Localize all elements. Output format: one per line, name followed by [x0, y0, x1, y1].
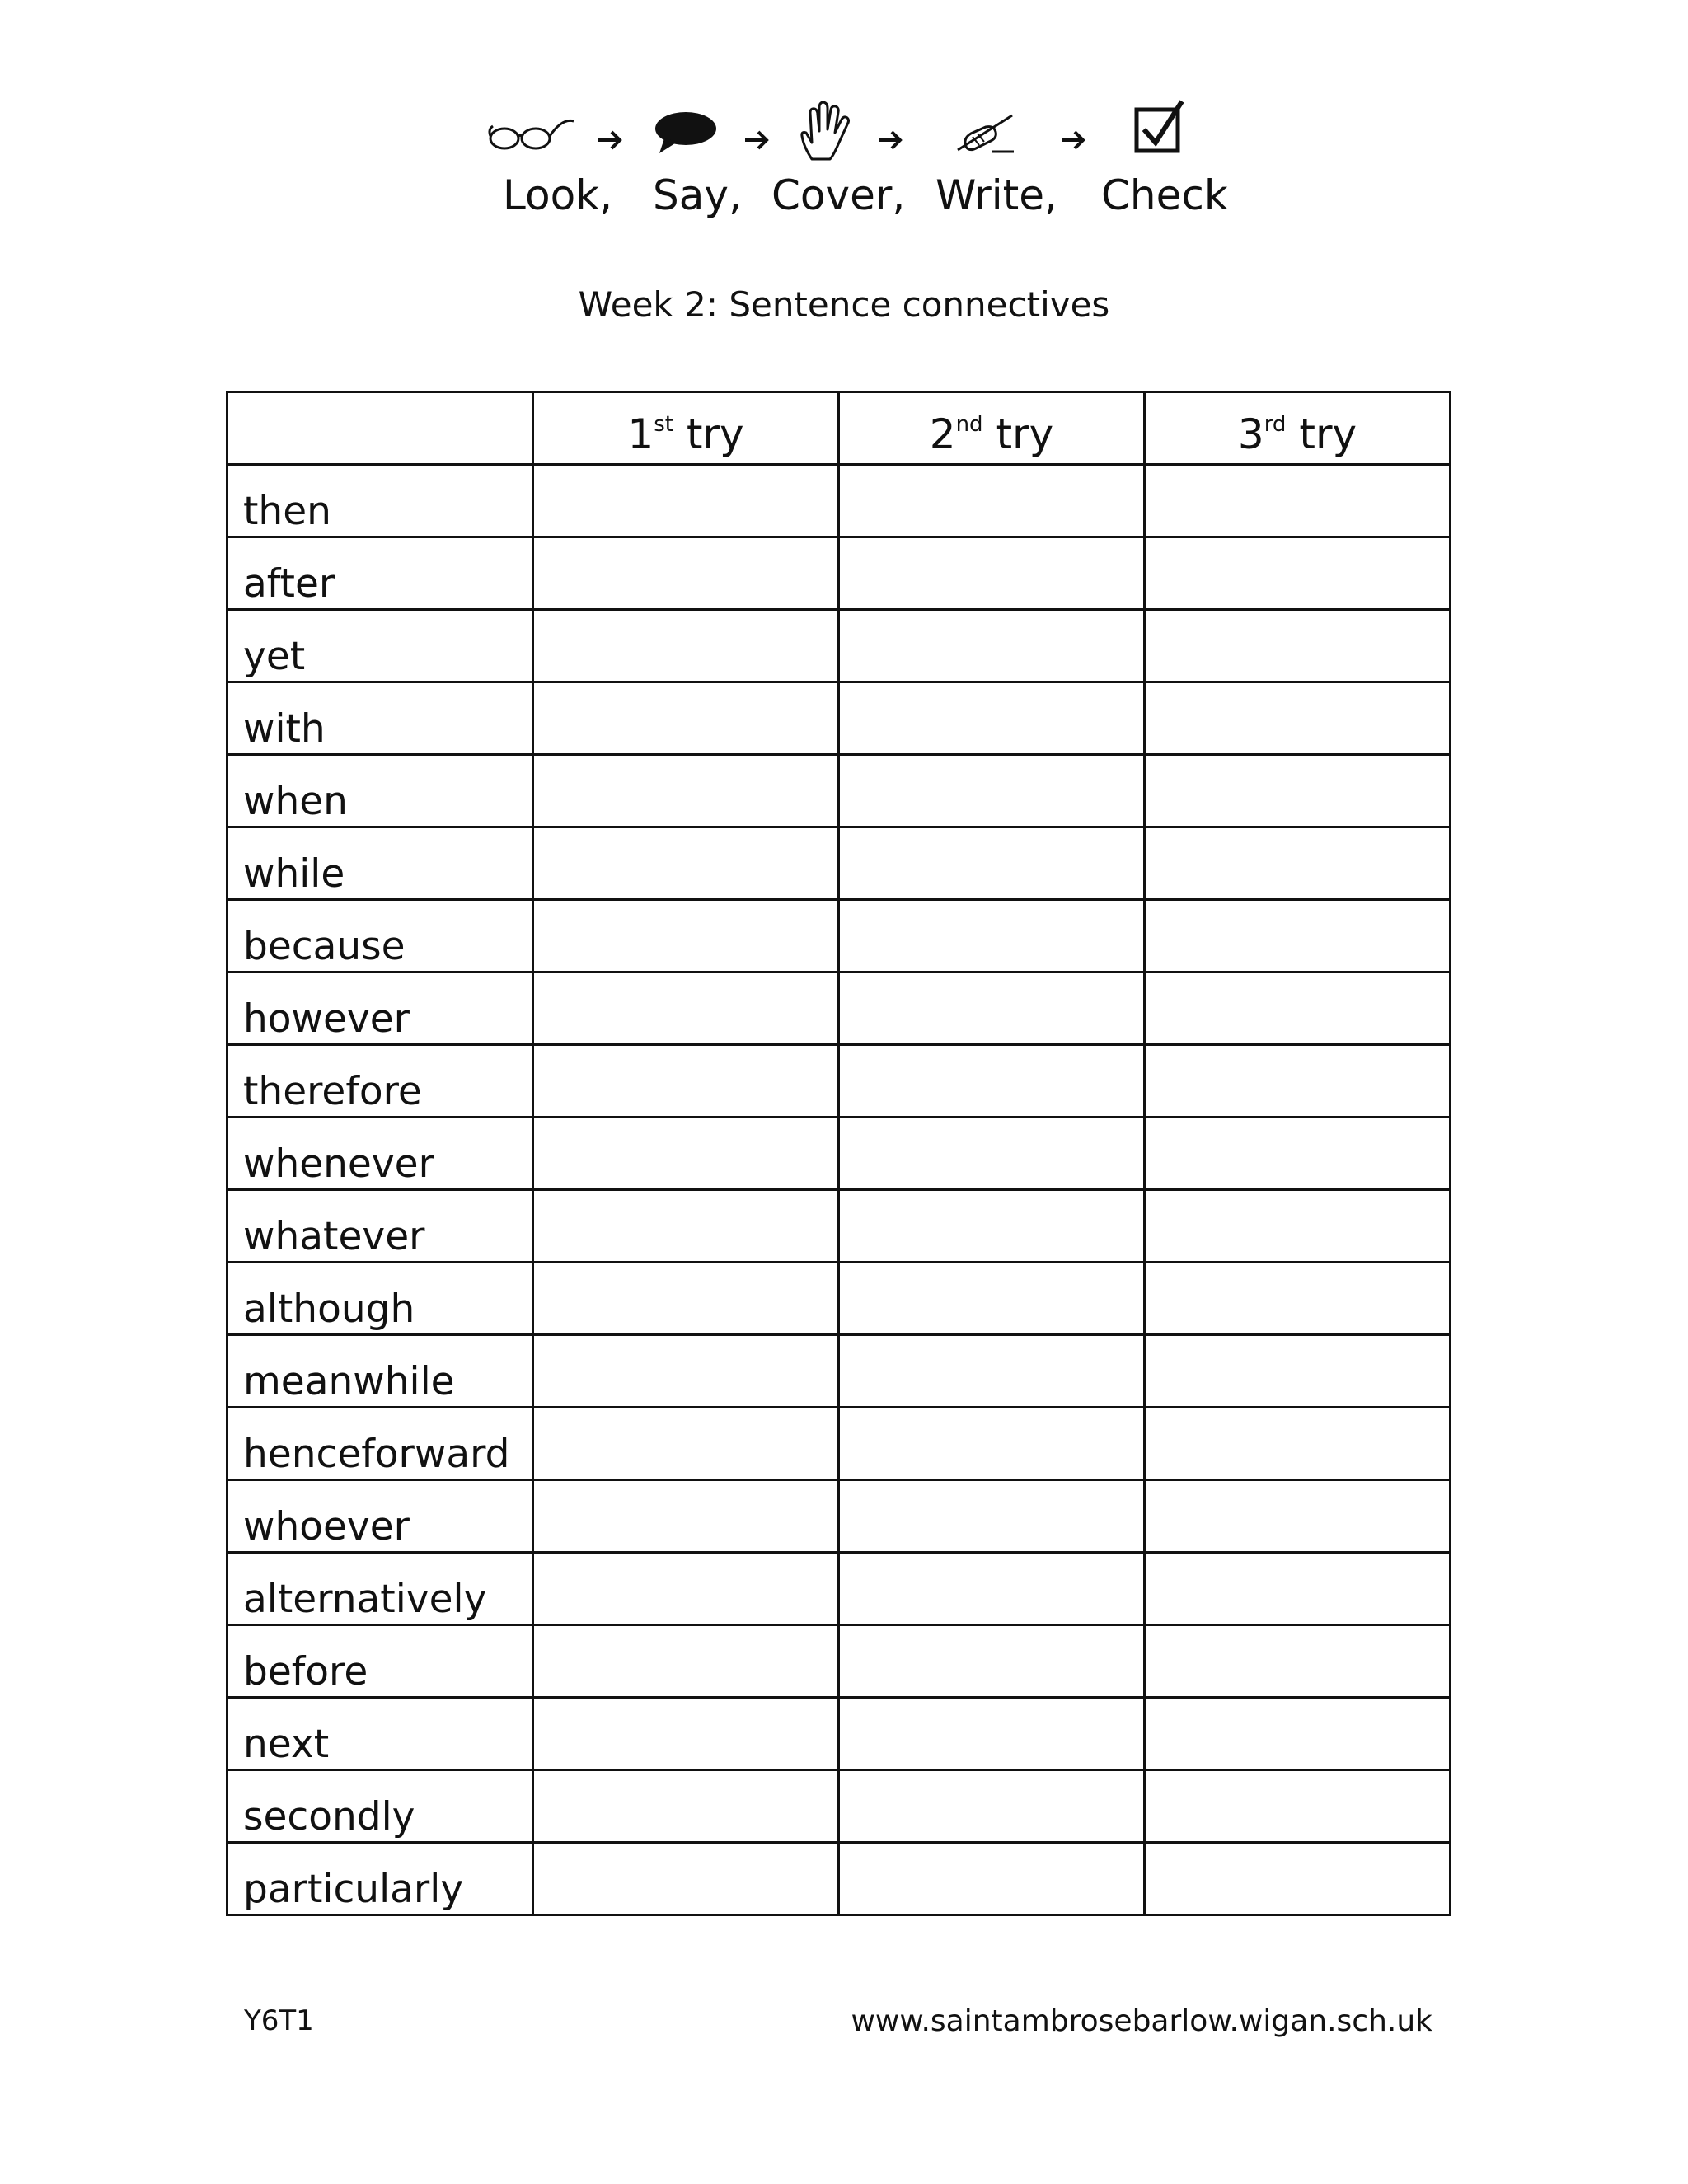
arrow-right-icon: [874, 124, 907, 157]
table-row: [227, 537, 1451, 610]
spelling-word: alternatively: [227, 1553, 533, 1625]
table-row: [227, 900, 1451, 972]
table-row: [227, 827, 1451, 900]
table-row: [227, 1480, 1451, 1553]
second-try-answer-cell[interactable]: [839, 972, 1145, 1045]
header-cell-second-try: 2nd try: [839, 392, 1145, 465]
third-try-answer-cell[interactable]: [1145, 1770, 1451, 1843]
third-try-answer-cell[interactable]: [1145, 682, 1451, 755]
first-try-answer-cell[interactable]: [533, 465, 839, 537]
step-label-write: Write,: [935, 171, 1057, 219]
first-try-answer-cell[interactable]: [533, 1335, 839, 1408]
table-row: [227, 1118, 1451, 1190]
third-try-answer-cell[interactable]: [1145, 1190, 1451, 1263]
third-try-answer-cell[interactable]: [1145, 465, 1451, 537]
third-try-answer-cell[interactable]: [1145, 1480, 1451, 1553]
first-try-answer-cell[interactable]: [533, 827, 839, 900]
checkbox-tick-icon: [1131, 94, 1189, 160]
footer-year-term-code: Y6T1: [244, 2004, 314, 2037]
first-try-answer-cell[interactable]: [533, 537, 839, 610]
first-try-answer-cell[interactable]: [533, 610, 839, 682]
writing-hand-icon: [954, 99, 1017, 165]
spelling-word: next: [227, 1698, 533, 1770]
spelling-word: yet: [227, 610, 533, 682]
table-row: [227, 1698, 1451, 1770]
table-row: [227, 1770, 1451, 1843]
second-try-answer-cell[interactable]: [839, 755, 1145, 827]
spelling-word: whatever: [227, 1190, 533, 1263]
third-try-answer-cell[interactable]: [1145, 755, 1451, 827]
second-try-answer-cell[interactable]: [839, 1408, 1145, 1480]
arrow-right-icon: [1057, 124, 1090, 157]
first-try-answer-cell[interactable]: [533, 682, 839, 755]
first-try-answer-cell[interactable]: [533, 1408, 839, 1480]
first-try-answer-cell[interactable]: [533, 1190, 839, 1263]
first-try-answer-cell[interactable]: [533, 1118, 839, 1190]
spelling-word: however: [227, 972, 533, 1045]
second-try-answer-cell[interactable]: [839, 1263, 1145, 1335]
second-try-answer-cell[interactable]: [839, 1625, 1145, 1698]
second-try-answer-cell[interactable]: [839, 827, 1145, 900]
header-cell-third-try: 3rd try: [1145, 392, 1451, 465]
spelling-word: therefore: [227, 1045, 533, 1118]
table-row: [227, 1335, 1451, 1408]
spelling-practice-table: [226, 391, 1451, 1916]
table-row: [227, 1263, 1451, 1335]
second-try-answer-cell[interactable]: [839, 1045, 1145, 1118]
table-row: [227, 610, 1451, 682]
first-try-answer-cell[interactable]: [533, 1770, 839, 1843]
third-try-answer-cell[interactable]: [1145, 900, 1451, 972]
spelling-word: particularly: [227, 1843, 533, 1915]
third-try-answer-cell[interactable]: [1145, 1553, 1451, 1625]
first-try-answer-cell[interactable]: [533, 1625, 839, 1698]
third-try-answer-cell[interactable]: [1145, 1045, 1451, 1118]
third-try-answer-cell[interactable]: [1145, 610, 1451, 682]
table-row: [227, 1045, 1451, 1118]
third-try-answer-cell[interactable]: [1145, 972, 1451, 1045]
second-try-answer-cell[interactable]: [839, 1480, 1145, 1553]
spelling-word: meanwhile: [227, 1335, 533, 1408]
second-try-answer-cell[interactable]: [839, 465, 1145, 537]
table-row: [227, 972, 1451, 1045]
third-try-answer-cell[interactable]: [1145, 537, 1451, 610]
third-try-answer-cell[interactable]: [1145, 1118, 1451, 1190]
spelling-word: while: [227, 827, 533, 900]
second-try-answer-cell[interactable]: [839, 1553, 1145, 1625]
table-row: [227, 1625, 1451, 1698]
look-say-cover-write-check-steps: [462, 99, 1236, 239]
second-try-answer-cell[interactable]: [839, 1335, 1145, 1408]
second-try-answer-cell[interactable]: [839, 682, 1145, 755]
spelling-word: secondly: [227, 1770, 533, 1843]
header-cell-empty: [227, 392, 533, 465]
header-cell-first-try: 1st try: [533, 392, 839, 465]
table-row: [227, 1553, 1451, 1625]
second-try-answer-cell[interactable]: [839, 900, 1145, 972]
second-try-answer-cell[interactable]: [839, 537, 1145, 610]
second-try-answer-cell[interactable]: [839, 1698, 1145, 1770]
glasses-icon: [486, 99, 577, 165]
worksheet-subtitle: Week 2: Sentence connectives: [578, 284, 1110, 325]
table-row: [227, 755, 1451, 827]
spelling-word: then: [227, 465, 533, 537]
third-try-answer-cell[interactable]: [1145, 1843, 1451, 1915]
spelling-word: although: [227, 1263, 533, 1335]
table-row: [227, 682, 1451, 755]
spelling-word: before: [227, 1625, 533, 1698]
second-try-answer-cell[interactable]: [839, 1770, 1145, 1843]
first-try-answer-cell[interactable]: [533, 972, 839, 1045]
first-try-answer-cell[interactable]: [533, 1843, 839, 1915]
first-try-answer-cell[interactable]: [533, 1698, 839, 1770]
step-label-say: Say,: [653, 171, 742, 219]
third-try-answer-cell[interactable]: [1145, 1698, 1451, 1770]
table-row: [227, 1190, 1451, 1263]
third-try-answer-cell[interactable]: [1145, 1335, 1451, 1408]
spelling-word: whenever: [227, 1118, 533, 1190]
step-label-cover: Cover,: [771, 171, 906, 219]
arrow-right-icon: [740, 124, 773, 157]
step-label-look: Look,: [503, 171, 613, 219]
second-try-answer-cell[interactable]: [839, 1118, 1145, 1190]
spelling-word: with: [227, 682, 533, 755]
table-row: [227, 1408, 1451, 1480]
spelling-word: whoever: [227, 1480, 533, 1553]
spelling-word: after: [227, 537, 533, 610]
second-try-answer-cell[interactable]: [839, 1190, 1145, 1263]
table-header-row: [227, 392, 1451, 465]
third-try-answer-cell[interactable]: [1145, 1408, 1451, 1480]
spelling-word: because: [227, 900, 533, 972]
hand-icon: [795, 99, 853, 165]
speech-bubble-icon: [653, 99, 719, 165]
arrow-right-icon: [593, 124, 626, 157]
third-try-answer-cell[interactable]: [1145, 1625, 1451, 1698]
first-try-answer-cell[interactable]: [533, 1045, 839, 1118]
second-try-answer-cell[interactable]: [839, 1843, 1145, 1915]
table-row: [227, 1843, 1451, 1915]
second-try-answer-cell[interactable]: [839, 610, 1145, 682]
first-try-answer-cell[interactable]: [533, 755, 839, 827]
first-try-answer-cell[interactable]: [533, 1553, 839, 1625]
first-try-answer-cell[interactable]: [533, 1480, 839, 1553]
footer-website-url: www.saintambrosebarlow.wigan.sch.uk: [851, 2004, 1432, 2038]
first-try-answer-cell[interactable]: [533, 900, 839, 972]
table-row: [227, 465, 1451, 537]
third-try-answer-cell[interactable]: [1145, 827, 1451, 900]
spelling-word: henceforward: [227, 1408, 533, 1480]
third-try-answer-cell[interactable]: [1145, 1263, 1451, 1335]
step-label-check: Check: [1101, 171, 1228, 219]
first-try-answer-cell[interactable]: [533, 1263, 839, 1335]
spelling-word: when: [227, 755, 533, 827]
